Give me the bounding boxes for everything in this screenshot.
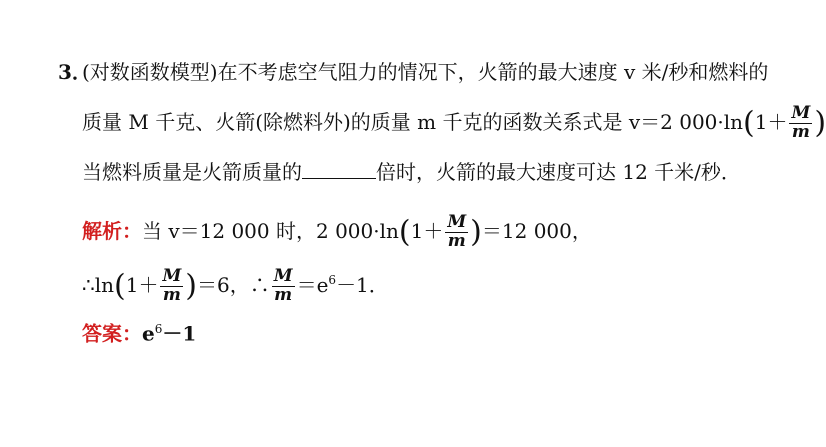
equals-six: ＝6，∴: [197, 272, 270, 297]
fraction-numerator: M: [273, 266, 293, 286]
paren-open: (: [114, 268, 126, 304]
question-prefix: 当燃料质量是火箭质量的: [82, 160, 302, 184]
fraction-M-over-m: [272, 268, 295, 305]
answer-line: [82, 323, 196, 344]
solution-line-1: [82, 214, 592, 251]
answer-label: 答案：: [82, 321, 142, 346]
paren-close: ): [470, 214, 482, 250]
one-plus: 1＋: [410, 218, 444, 243]
formula-intro: 质量 M 千克、火箭(除燃料外)的质量 m 千克的函数关系式是 v＝2 000·ln: [82, 109, 744, 134]
fraction-M-over-m: [160, 268, 183, 305]
answer-exponent: 6: [154, 322, 163, 336]
fraction-denominator: m: [791, 121, 810, 142]
solution-label: 解析：: [82, 218, 142, 243]
exponent: 6: [328, 273, 337, 288]
answer-base: e: [142, 321, 155, 346]
fraction-numerator: M: [791, 103, 811, 123]
problem-number: 3．: [58, 60, 92, 84]
fraction-M-over-m: [445, 214, 468, 251]
problem-line-2: [82, 105, 826, 142]
solution-text-1-tail: ＝12 000，: [481, 218, 592, 243]
answer-blank: [302, 160, 376, 179]
fraction-denominator: m: [162, 284, 181, 305]
answer-tail: －1: [162, 321, 197, 346]
fraction-numerator: M: [447, 212, 467, 232]
paren-open: (: [398, 214, 411, 250]
minus-one: －1．: [336, 272, 389, 297]
equals-e: ＝e: [296, 272, 329, 297]
fraction-denominator: m: [447, 230, 466, 251]
paren-close: ): [814, 105, 826, 141]
paren-close: ): [185, 268, 198, 304]
one-plus: 1＋: [125, 272, 159, 297]
one-plus: 1＋: [754, 109, 788, 134]
fraction-denominator: m: [274, 284, 293, 305]
problem-line-3: [82, 160, 741, 182]
question-suffix: 倍时，火箭的最大速度可达 12 千米/秒．: [376, 160, 741, 184]
therefore-ln: ∴ln: [82, 272, 115, 297]
problem-line-1: (对数函数模型)在不考虑空气阻力的情况下，火箭的最大速度 v 米/秒和燃料的: [82, 60, 769, 84]
paren-open: (: [743, 105, 755, 141]
fraction-numerator: M: [162, 266, 182, 286]
fraction-M-over-m: [789, 105, 812, 142]
solution-line-2: [82, 268, 389, 305]
solution-text-1: 当 v＝12 000 时，2 000·ln: [142, 218, 399, 243]
